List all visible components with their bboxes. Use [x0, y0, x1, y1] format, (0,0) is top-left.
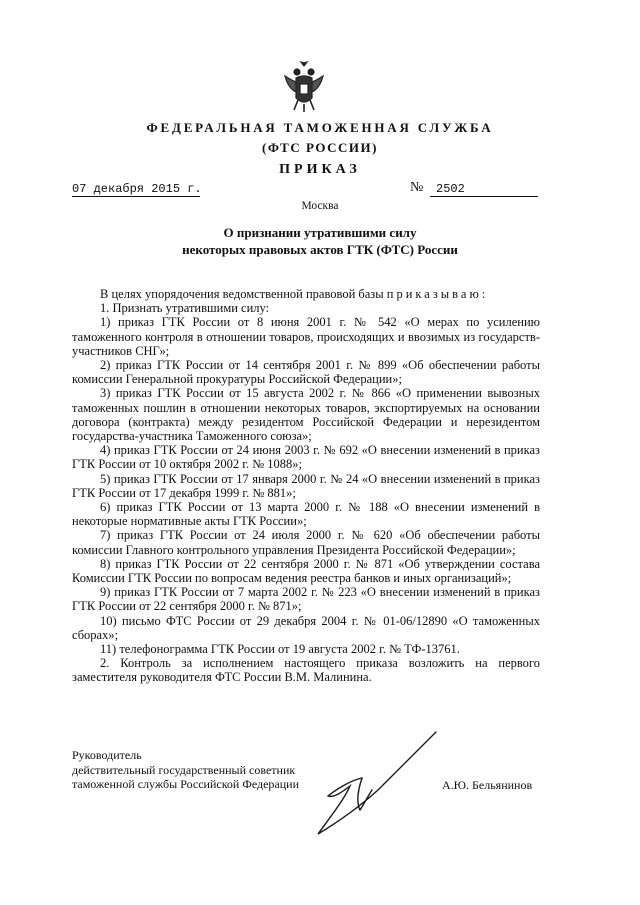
list-item: 6) приказ ГТК России от 13 марта 2000 г. № 188 «О внесении изменений в некоторые нормативные акты ГТК России»; [72, 500, 540, 529]
list-item: 7) приказ ГТК России от 24 июля 2000 г. № 620 «Об обеспечении работы комиссии Главного контрольного управления Президента Российской Федерации»; [72, 528, 540, 557]
order-number: 2502 [430, 182, 538, 197]
agency-name: ФЕДЕРАЛЬНАЯ ТАМОЖЕННАЯ СЛУЖБА [146, 120, 494, 135]
handwritten-signature [298, 730, 438, 840]
order-date: 07 декабря 2015 г. [72, 182, 202, 196]
list-item: 8) приказ ГТК России от 22 сентября 2000 г. № 871 «Об утверждении состава Комиссии ГТК России по вопросам ведения реестра банков и иных организаций»; [72, 556, 540, 586]
paragraph-1: 1. Признать утратившими силу: [100, 301, 270, 316]
list-item: 4) приказ ГТК России от 24 июня 2003 г. № 692 «О внесении изменений в приказ ГТК России от 10 октября 2002 г. № 1088»; [72, 443, 540, 472]
number-label: № [410, 180, 424, 195]
signatory-name: А.Ю. Бельянинов [442, 778, 533, 792]
order-verb: приказываю: [386, 287, 489, 301]
order-title-line2: некоторых правовых актов ГТК (ФТС) России [182, 242, 458, 257]
list-item: 5) приказ ГТК России от 17 января 2000 г. № 24 «О внесении изменений в приказ ГТК России от 17 декабря 1999 г. № 881»; [72, 471, 540, 500]
order-title-line1: О признании утратившими силу [223, 225, 417, 240]
intro-text: В целях упорядочения ведомственной правовой базы [100, 287, 384, 301]
paragraph-2: 2. Контроль за исполнением настоящего приказа возложить на первого заместителя руководителя ФТС России В.М. Малинина. [72, 656, 540, 685]
signatory-line3: таможенной службы Российской Федерации [72, 777, 300, 791]
document-type: ПРИКАЗ [279, 162, 361, 177]
signatory-line2: действительный государственный советник [72, 762, 296, 777]
signatory-line1: Руководитель [72, 748, 142, 762]
city: Москва [301, 200, 339, 212]
list-item: 2) приказ ГТК России от 14 сентября 2001 г. № 899 «Об обеспечении работы комиссии Генеральной прокуратуры Российской Федерации»; [72, 358, 540, 387]
order-body [72, 287, 540, 685]
intro-paragraph [72, 287, 540, 301]
signatory-position [72, 748, 299, 792]
list-item: 10) письмо ФТС России от 29 декабря 2004 г. № 01-06/12890 «О таможенных сборах»; [72, 613, 540, 642]
agency-abbreviation: (ФТС РОССИИ) [262, 140, 378, 155]
emblem-icon [282, 60, 326, 114]
list-item: 1) приказ ГТК России от 8 июня 2001 г. № 542 «О мерах по усилению таможенного контроля в отношении товаров, происходящих и ввозимых из государств-участников СНГ»; [72, 315, 540, 358]
list-item: 9) приказ ГТК России от 7 марта 2002 г. № 223 «О внесении изменений в приказ ГТК России от 22 сентября 2000 г. № 871»; [72, 585, 540, 614]
list-item: 11) телефонограмма ГТК России от 19 августа 2002 г. № ТФ-13761. [100, 642, 460, 657]
list-item: 3) приказ ГТК России от 15 августа 2002 г. № 866 «О применении вывозных таможенных пошлин в отношении некоторых товаров, экспортируемых на основании договора (контракта) между резидентом Российской Федерации и нерезидентом государства-участника Таможенного союза»; [72, 386, 540, 444]
